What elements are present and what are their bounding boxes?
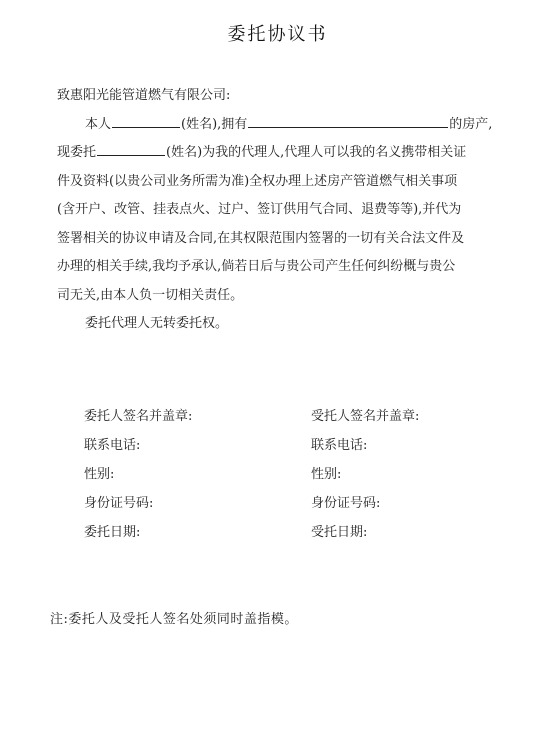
salutation: 致惠阳光能管道燃气有限公司: <box>57 88 231 103</box>
agent-line <box>57 139 512 168</box>
body-line-5: 签署相关的协议申请及合同,在其权限范围内签署的一切有关合法文件及 <box>57 230 465 246</box>
owner-prefix: 本人 <box>85 116 112 132</box>
footnote: 注:委托人及受托人签名处须同时盖指模。 <box>50 612 298 627</box>
property-blank <box>248 115 448 128</box>
principal-phone-label: 联系电话: <box>84 438 141 453</box>
owner-name-blank <box>112 115 180 128</box>
agent-id-label: 身份证号码: <box>311 496 381 511</box>
agent-date-label: 受托日期: <box>311 525 368 540</box>
agent-sign-label: 受托人签名并盖章: <box>311 409 420 424</box>
principal-signature-block <box>84 402 192 547</box>
no-subdelegation-line: 委托代理人无转委托权。 <box>85 316 229 331</box>
property-suffix: 的房产, <box>449 116 493 132</box>
agent-signature-block <box>311 402 419 547</box>
agent-gender-label: 性别: <box>311 467 342 482</box>
principal-sign-label: 委托人签名并盖章: <box>84 409 193 424</box>
owner-line <box>57 111 512 140</box>
body-line-4: (含开户、改管、挂表点火、过户、签订供用气合同、退费等等),并代为 <box>57 202 462 217</box>
principal-date-label: 委托日期: <box>84 525 141 540</box>
body-line-7: 司无关,由本人负一切相关责任。 <box>57 287 244 303</box>
body-line-3: 件及资料(以贵公司业务所需为准)全权办理上述房产管道燃气相关事项 <box>57 173 458 189</box>
principal-id-label: 身份证号码: <box>84 496 154 511</box>
agent-name-blank <box>97 143 165 156</box>
owner-name-hint: (姓名),拥有 <box>181 116 248 132</box>
agent-phone-label: 联系电话: <box>311 438 368 453</box>
agent-rest: (姓名)为我的代理人,代理人可以我的名义携带相关证 <box>166 145 467 160</box>
document-title: 委托协议书 <box>227 24 328 45</box>
document-body <box>57 82 512 339</box>
principal-gender-label: 性别: <box>84 467 115 482</box>
agent-prefix: 现委托 <box>57 145 97 160</box>
body-line-6: 办理的相关手续,我均予承认,倘若日后与贵公司产生任何纠纷概与贵公 <box>57 259 456 274</box>
